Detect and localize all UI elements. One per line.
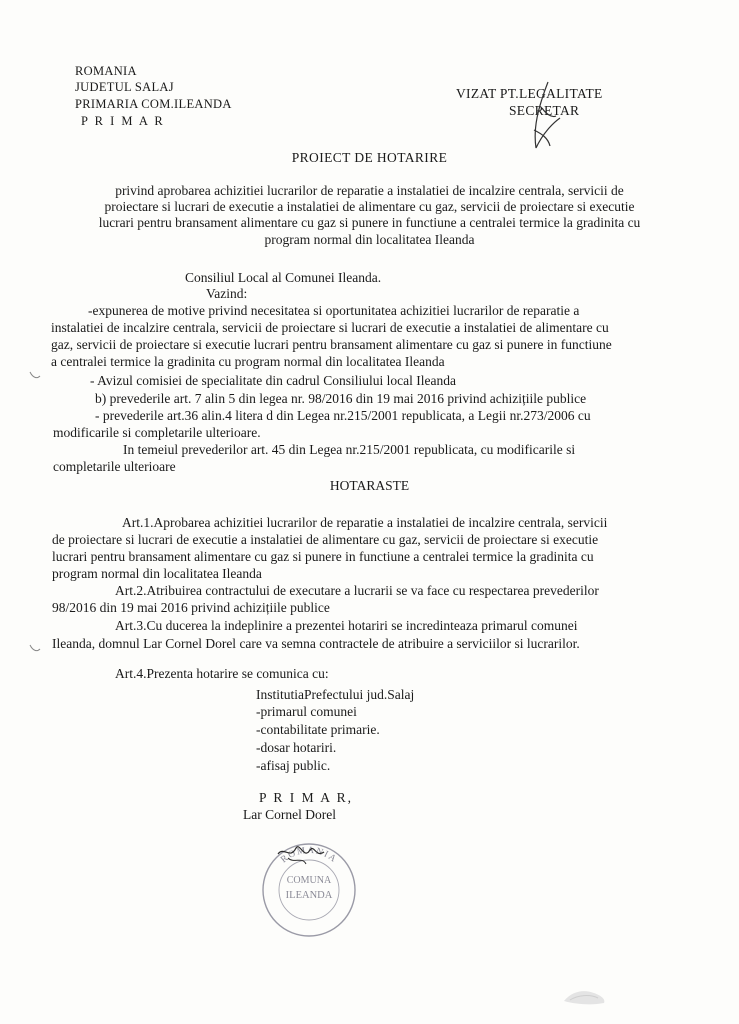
article-line: Art.2.Atribuirea contractului de executare a lucrarii se va face cu respectarea prevederilor (115, 583, 599, 598)
recipient-item: -contabilitate primarie. (256, 722, 380, 737)
article-line: Ileanda, domnul Lar Cornel Dorel care va semna contractele de atribuire a serviciilor si lucrarilor. (52, 636, 580, 651)
margin-mark (28, 641, 42, 655)
subject-line: lucrari pentru bransament alimentare cu gaz si punere in functiune a centralei termice la gradinita cu (98, 215, 641, 230)
consideration-line: a centralei termice la gradinita cu program normal din localitatea Ileanda (51, 354, 445, 369)
article-line: 98/2016 din 19 mai 2016 privind achizițiile publice (52, 600, 330, 615)
header-country: ROMANIA (75, 64, 137, 78)
consideration-line: In temeiul prevederilor art. 45 din Legea nr.215/2001 republicata, cu modificarile si (123, 442, 576, 457)
consideration-line: gaz, servicii de proiectare si executie lucrari pentru bransament alimentare cu gaz si punere in functiune (51, 337, 612, 352)
recipient-item: -primarul comunei (256, 704, 357, 719)
council-name: Consiliul Local al Comunei Ileanda. (185, 270, 382, 285)
article-line: Art.3.Cu ducerea la indeplinire a prezentei hotariri se incredinteaza primarul comunei (115, 618, 578, 633)
recipient-item: -dosar hotariri. (256, 740, 337, 755)
consideration-line: b) prevederile art. 7 alin 5 din legea nr. 98/2016 din 19 mai 2016 privind achizițiile publice (95, 391, 587, 406)
consideration-line: instalatiei de incalzire centrala, servicii de proiectare si lucrari de executie a instalatiei de alimentare cu (51, 320, 609, 335)
article-line: program normal din localitatea Ileanda (52, 566, 262, 581)
header-county: JUDETUL SALAJ (75, 80, 174, 94)
header-mayor: P R I M A R (81, 114, 165, 128)
consideration-line: - Avizul comisiei de specialitate din cadrul Consiliului local Ileanda (90, 373, 457, 388)
stamp-bottom-text: ILEANDA (285, 890, 333, 901)
recipient-item: InstitutiaPrefectului jud.Salaj (256, 687, 415, 702)
document-title: PROIECT DE HOTARIRE (291, 150, 448, 165)
secretary-signature (508, 78, 578, 158)
header-legality-visa: VIZAT PT.LEGALITATE (456, 86, 603, 101)
article-line: lucrari pentru bransament alimentare cu gaz si punere in functiune a centralei termice la gradinita cu (52, 549, 594, 564)
article-line: Art.1.Aprobarea achizitiei lucrarilor de reparatie a instalatiei de incalzire centrala, servicii (122, 515, 608, 530)
subject-line: proiectare si lucrari de executie a instalatiei de alimentare cu gaz, servicii de proiectare si executie (104, 199, 635, 214)
consideration-line: - prevederile art.36 alin.4 litera d din Legea nr.215/2001 republicata, a Legii nr.273/2006 cu (95, 408, 591, 423)
consideration-line: -expunerea de motive privind necesitatea si oportunitatea achizitiei lucrarilor de reparatie a (88, 303, 580, 318)
decides-heading: HOTARASTE (329, 478, 410, 493)
article-line: de proiectare si lucrari de executie a instalatiei de alimentare cu gaz, servicii de proiectare si executie (52, 532, 599, 547)
signature-role: P R I M A R, (259, 790, 354, 805)
stamp-middle-text: COMUNA (286, 875, 332, 886)
header-town-hall: PRIMARIA COM.ILEANDA (75, 97, 232, 111)
recipient-item: -afisaj public. (256, 758, 331, 773)
article-line: Art.4.Prezenta hotarire se comunica cu: (115, 666, 329, 681)
official-stamp (258, 838, 360, 942)
subject-line: privind aprobarea achizitiei lucrarilor de reparatie a instalatiei de incalzire centrala, servicii de (115, 183, 624, 198)
scan-smudge (560, 985, 610, 1007)
stamp-top-text: ROMANIA (279, 845, 339, 866)
seeing-label: Vazind: (206, 286, 248, 301)
signature-name: Lar Cornel Dorel (243, 807, 336, 822)
header-secretary: SECRETAR (509, 103, 580, 118)
margin-mark (28, 368, 42, 382)
consideration-line: modificarile si completarile ulterioare. (53, 425, 261, 440)
subject-line: program normal din localitatea Ileanda (264, 232, 475, 247)
consideration-line: completarile ulterioare (53, 459, 176, 474)
